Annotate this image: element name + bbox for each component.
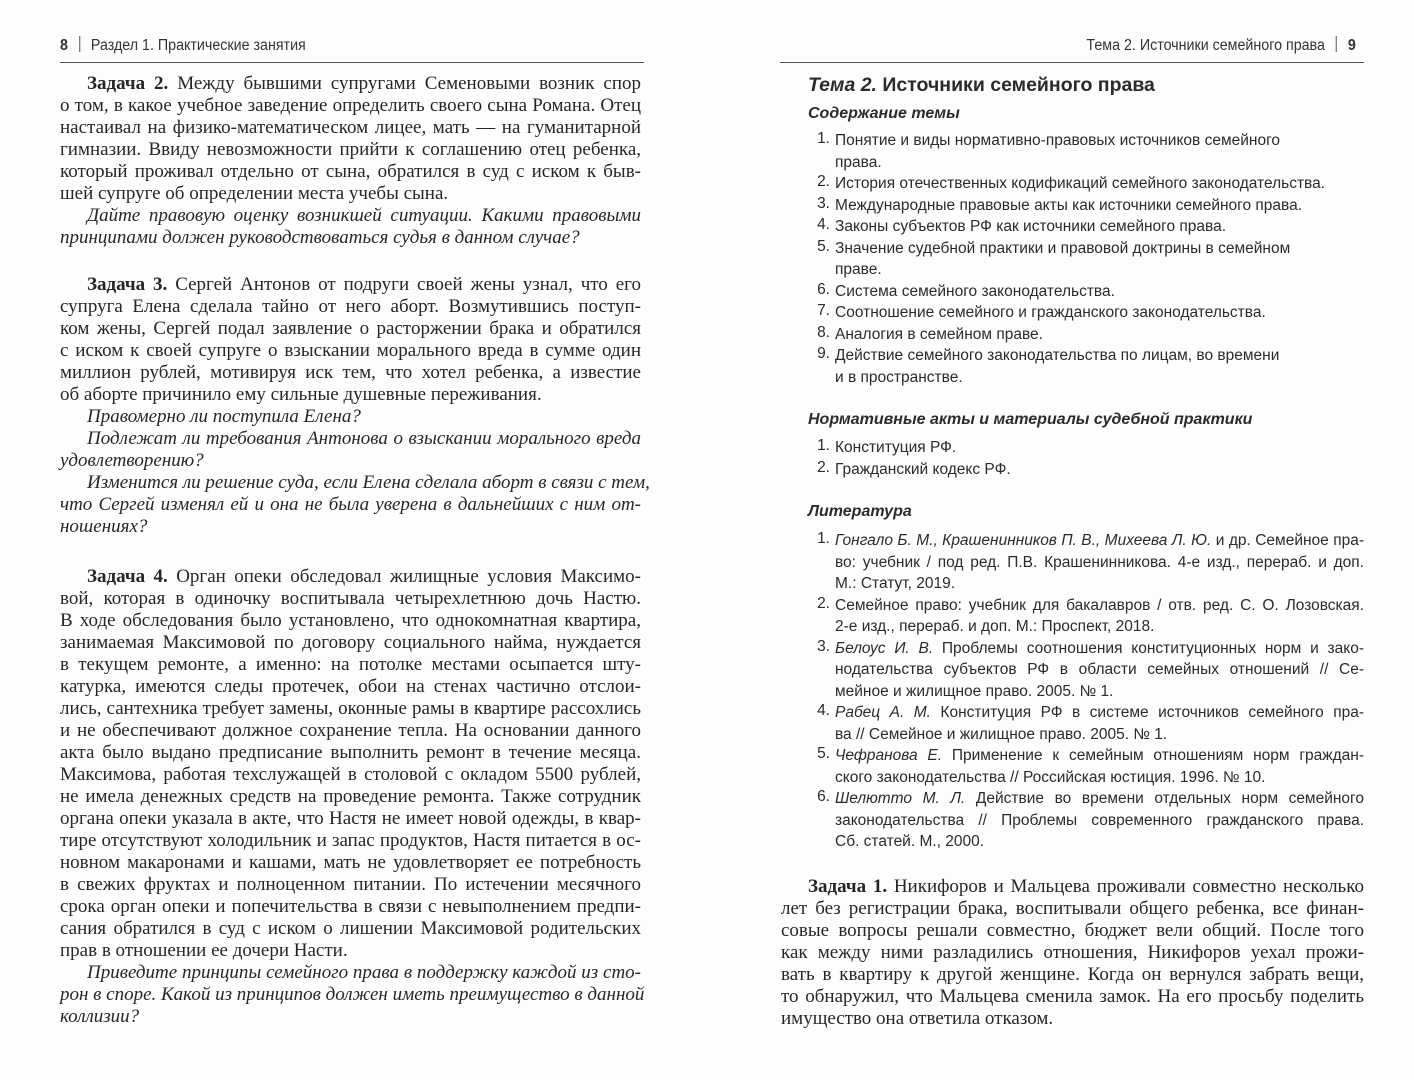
literature-item: 1. Гонгало Б. М., Крашенинников П. В., Михеева Л. Ю. и др. Семейное пра- во: учебник / под ред. П.В. Крашенинникова. 4-е изд., перераб. и доп. М.: Статут, 2019. (817, 530, 1364, 592)
list-item: 1. Понятие и виды нормативно-правовых источников семейного права. (817, 130, 1281, 171)
topic-label: Тема 2. (808, 74, 877, 96)
text-line: Задача 2. Между бывшими супругами Семеновыми возник спор (87, 73, 641, 94)
text-line: лись, сантехника требует замены, оконные рамы в квартире рассохлись (60, 698, 641, 719)
header-rule (60, 62, 644, 63)
list-item: 6. Система семейного законодательства. (817, 280, 1115, 300)
question-line: Подлежат ли требования Антонова о взыскании морального вреда (87, 428, 641, 449)
question-line: Дайте правовую оценку возникшей ситуации. Какими правовыми (87, 205, 641, 226)
task-2 (60, 73, 641, 249)
text-line: занимаемая Максимовой по договору социального найма, нуждается (60, 632, 641, 653)
text-line: настаивал на физико-математическом лицее, мать — на гуманитарной (60, 117, 641, 138)
text-line: совые вопросы решали совместно, бюджет вели общий. После того (781, 920, 1364, 941)
list-item: 1. Конституция РФ. (817, 437, 957, 456)
list-item: 2. История отечественных кодификаций семейного законодательства. (817, 173, 1326, 192)
text-line: ком жены, Сергей подал заявление о расторжении брака и обратился (60, 318, 641, 339)
list-item: 2. Гражданский кодекс РФ. (817, 458, 1011, 478)
text-line: вой, которая в одиночку воспитывала четырехлетнюю дочь Настю. (60, 588, 641, 609)
question-line: рон в споре. Какой из принципов должен иметь преимущество в данной (60, 984, 645, 1005)
list-item: 4. Законы субъектов РФ как источники семейного права. (817, 216, 1227, 235)
literature-list (808, 530, 1364, 853)
task-label: Задача 4. (87, 566, 168, 587)
text-line: с иском к своей супруге о взыскании морального вреда в сумме один (60, 340, 641, 361)
question-line: Приведите принципы семейного права в поддержку каждой из сто- (87, 962, 641, 983)
text-line: Максимова, работая техслужащей в столовой с окладом 5500 рублей, (60, 764, 641, 785)
author: Рабец А. М. (835, 704, 931, 721)
task-3 (60, 274, 650, 538)
text-line: об аборте причинило ему сильные душевные переживания. (60, 384, 542, 405)
list-item: 9. Действие семейного законодательства по лицам, во времени и в пространстве. (817, 345, 1280, 386)
text-line: супруга Елена сделала тайно от него аборт. Возмутившись поступ- (60, 296, 641, 317)
text-line: имущество она ответила отказом. (781, 1008, 1054, 1029)
task-1 (781, 876, 1364, 1030)
text-line: катурка, имеются следы протечек, обои на стенах частично отслои- (60, 676, 641, 697)
text-line: о том, в какое учебное заведение определить своего сына Романа. Отец (60, 95, 641, 116)
topic-heading (808, 74, 1155, 97)
literature-item: 2. Семейное право: учебник для бакалавров / отв. ред. С. О. Лозовская. 2-е изд., перераб. и доп. М.: Проспект, 2018. (817, 594, 1364, 635)
topic-title: Источники семейного права (882, 74, 1155, 96)
literature-item: 6. Шелютто М. Л. Действие во времени отдельных норм семейного законодательства // Проблемы современного гражданского права. Сб. статей. М., 2000. (817, 788, 1364, 850)
text-line: в свежих фруктах и полноценном питании. По истечении месячного (60, 874, 641, 895)
text-line: который проживал отдельно от сына, обратился в суд с иском к быв- (60, 161, 641, 182)
page-number: 9 (1348, 37, 1356, 54)
question-line: принципами должен руководствоваться судья в данном случае? (60, 227, 580, 248)
text-line: Задача 1. Никифоров и Мальцева проживали совместно несколько (808, 876, 1364, 897)
text-line: срока орган опеки и попечительства в связи с невыполнением предпи- (60, 896, 641, 917)
list-item: 7. Соотношение семейного и гражданского законодательства. (817, 302, 1266, 321)
task-label: Задача 3. (87, 274, 168, 295)
text-line: тире отсутствуют холодильник и запас продуктов, Настя питается в ос- (60, 830, 641, 851)
running-head-right (1087, 36, 1356, 60)
task-label: Задача 1. (808, 876, 888, 897)
text-line: акта было выдано предписание выполнить ремонт в течение месяца. (60, 742, 641, 763)
text-line: и не обеспечивают должное сохранение тепла. На основании данного (60, 720, 641, 741)
contents-heading: Содержание темы (808, 105, 960, 122)
question-line: Изменится ли решение суда, если Елена сделала аборт в связи с тем, (87, 472, 650, 493)
text-line: Задача 4. Орган опеки обследовал жилищные условия Максимо- (87, 566, 641, 587)
text-line: органа опеки указала в акте, что Настя не имеет новой одежды, в квар- (60, 808, 641, 829)
list-item: 8. Аналогия в семейном праве. (817, 323, 1043, 343)
literature-heading: Литература (808, 503, 912, 520)
text-line: в текущем ремонте, а именно: на потолке местами осыпается шту- (60, 654, 641, 675)
text-line: то обнаружил, что Мальцева сменила замок. На его просьбу поделить (781, 986, 1364, 1007)
author: Гонгало Б. М., Крашенинников П. В., Михеева Л. Ю. (835, 532, 1212, 549)
question-line: что Сергей изменял ей и она не была уверена в дальнейших с ним от- (60, 494, 641, 515)
text-line: лет без регистрации брака, воспитывали общего ребенка, все финан- (781, 898, 1364, 919)
list-item: 5. Значение судебной практики и правовой доктрины в семейном праве. (817, 237, 1291, 278)
question-line: коллизии? (60, 1006, 140, 1027)
literature-item: 5. Чефранова Е. Применение к семейным отношениям норм граждан- ского законодательства // Российская юстиция. 1996. № 10. (817, 745, 1365, 786)
author: Шелютто М. Л. (835, 790, 966, 807)
topic-running-title: Тема 2. Источники семейного права (1086, 37, 1326, 54)
header-rule (780, 62, 1364, 63)
question-line: ношениях? (60, 516, 148, 537)
task-4 (60, 566, 645, 1028)
question-line: удовлетворению? (60, 450, 204, 471)
acts-list (808, 437, 1364, 480)
literature-item: 4. Рабец А. М. Конституция РФ в системе источников семейного пра- ва // Семейное и жилищное право. 2005. № 1. (817, 702, 1364, 743)
text-line: миллион рублей, мотивируя иск тем, что хотел ребенка, а известие (60, 362, 641, 383)
text-line: гимназии. Ввиду невозможности прийти к соглашению отец ребенка, (60, 139, 641, 160)
acts-heading: Нормативные акты и материалы судебной практики (808, 411, 1253, 428)
header-separator (79, 36, 80, 52)
header-separator (1336, 36, 1337, 52)
text-line: сания обратился в суд с иском о лишении Максимовой родительских (60, 918, 641, 939)
page-number: 8 (60, 37, 68, 54)
list-item: 3. Международные правовые акты как источники семейного права. (817, 194, 1303, 214)
text-line: В ходе обследования было установлено, что однокомнатная квартира, (60, 610, 641, 631)
contents-list (808, 130, 1364, 388)
task-label: Задача 2. (87, 73, 169, 94)
literature-item: 3. Белоус И. В. Проблемы соотношения конституционных норм и зако- нодательства субъектов РФ в области семейных отношений // Се- мейное и жилищное право. 2005. № 1. (817, 637, 1364, 700)
running-head-left (60, 36, 306, 60)
text-line: шей супруге об определении места учебы сына. (60, 183, 449, 204)
text-line: прав в отношении ее дочери Насти. (60, 940, 348, 961)
question-line: Правомерно ли поступила Елена? (87, 406, 361, 427)
author: Чефранова Е. (835, 747, 943, 764)
author: Белоус И. В. (835, 639, 934, 657)
text-line: не имела денежных средств на проведение ремонта. Также сотрудник (60, 786, 641, 807)
text-line: Задача 3. Сергей Антонов от подруги своей жены узнал, что его (87, 274, 641, 295)
text-line: новном макаронами и кашами, мать не удовлетворяет ее потребность (60, 852, 641, 873)
text-line: как между ними разладились отношения, Никифоров уехал прожи- (781, 942, 1364, 963)
section-title: Раздел 1. Практические занятия (90, 37, 306, 54)
text-line: вать в квартиру к другой женщине. Когда он вернулся забрать вещи, (781, 964, 1364, 985)
